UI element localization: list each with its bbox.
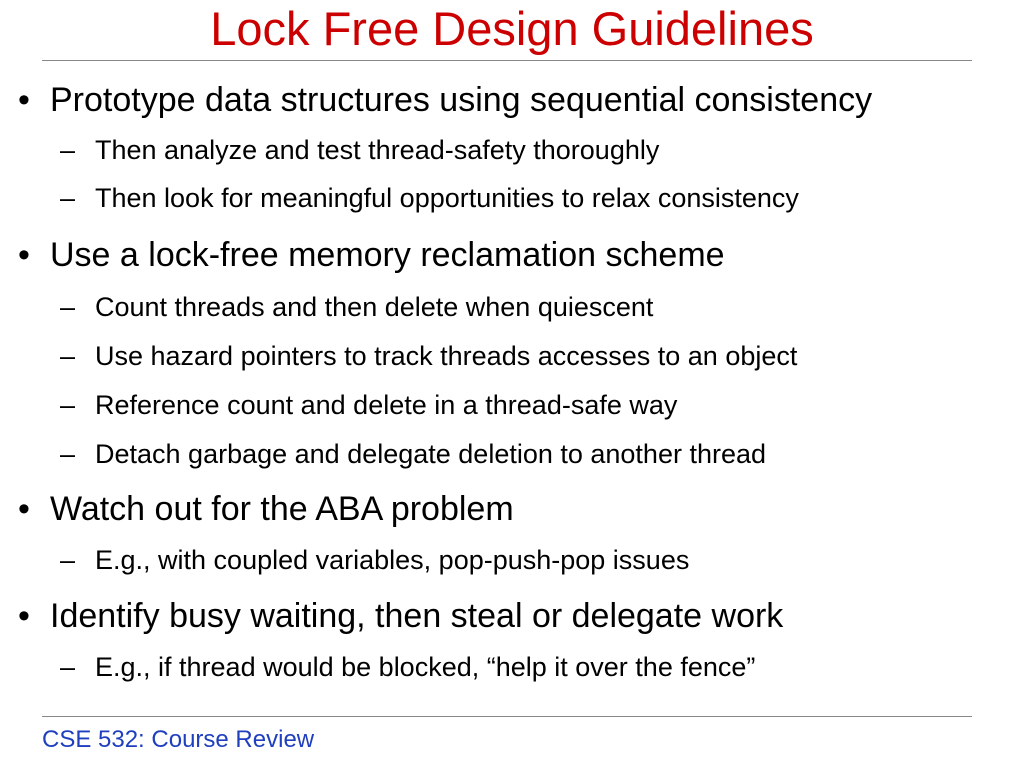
dash-marker: –	[60, 652, 76, 682]
sub-bullet-item	[60, 340, 797, 372]
sub-bullet-text: Then look for meaningful opportunities to relax consistency	[95, 183, 799, 213]
sub-bullet-item	[60, 651, 755, 683]
bullet-item	[18, 235, 725, 275]
sub-bullet-text: Reference count and delete in a thread-safe way	[95, 390, 678, 420]
bullet-text: Watch out for the ABA problem	[50, 490, 514, 528]
bullet-marker: •	[18, 597, 30, 635]
sub-bullet-text: Detach garbage and delegate deletion to another thread	[95, 439, 767, 469]
bullet-item	[18, 80, 872, 120]
dash-marker: –	[60, 292, 76, 322]
sub-bullet-text: Use hazard pointers to track threads accesses to an object	[95, 341, 798, 371]
bullet-text: Identify busy waiting, then steal or delegate work	[50, 597, 784, 635]
dash-marker: –	[60, 545, 76, 575]
sub-bullet-text: E.g., if thread would be blocked, “help it over the fence”	[95, 652, 756, 682]
sub-bullet-item	[60, 134, 659, 166]
dash-marker: –	[60, 183, 76, 213]
slide-title: Lock Free Design Guidelines	[210, 2, 814, 55]
bullet-marker: •	[18, 236, 30, 274]
dash-marker: –	[60, 439, 76, 469]
bullet-item	[18, 489, 514, 529]
bullet-item	[18, 596, 783, 636]
bullet-text: Use a lock-free memory reclamation scheme	[50, 236, 725, 274]
sub-bullet-item	[60, 291, 653, 323]
sub-bullet-item	[60, 389, 677, 421]
sub-bullet-item	[60, 544, 689, 576]
sub-bullet-text: Then analyze and test thread-safety thoroughly	[95, 135, 660, 165]
dash-marker: –	[60, 390, 76, 420]
bullet-marker: •	[18, 490, 30, 528]
footer-divider	[42, 716, 972, 717]
bullet-text: Prototype data structures using sequential consistency	[50, 81, 873, 119]
sub-bullet-item	[60, 182, 799, 214]
sub-bullet-text: E.g., with coupled variables, pop-push-pop issues	[95, 545, 690, 575]
sub-bullet-item	[60, 438, 766, 470]
dash-marker: –	[60, 135, 76, 165]
dash-marker: –	[60, 341, 76, 371]
footer-course-label: CSE 532: Course Review	[42, 726, 315, 753]
bullet-marker: •	[18, 81, 30, 119]
sub-bullet-text: Count threads and then delete when quiescent	[95, 292, 654, 322]
